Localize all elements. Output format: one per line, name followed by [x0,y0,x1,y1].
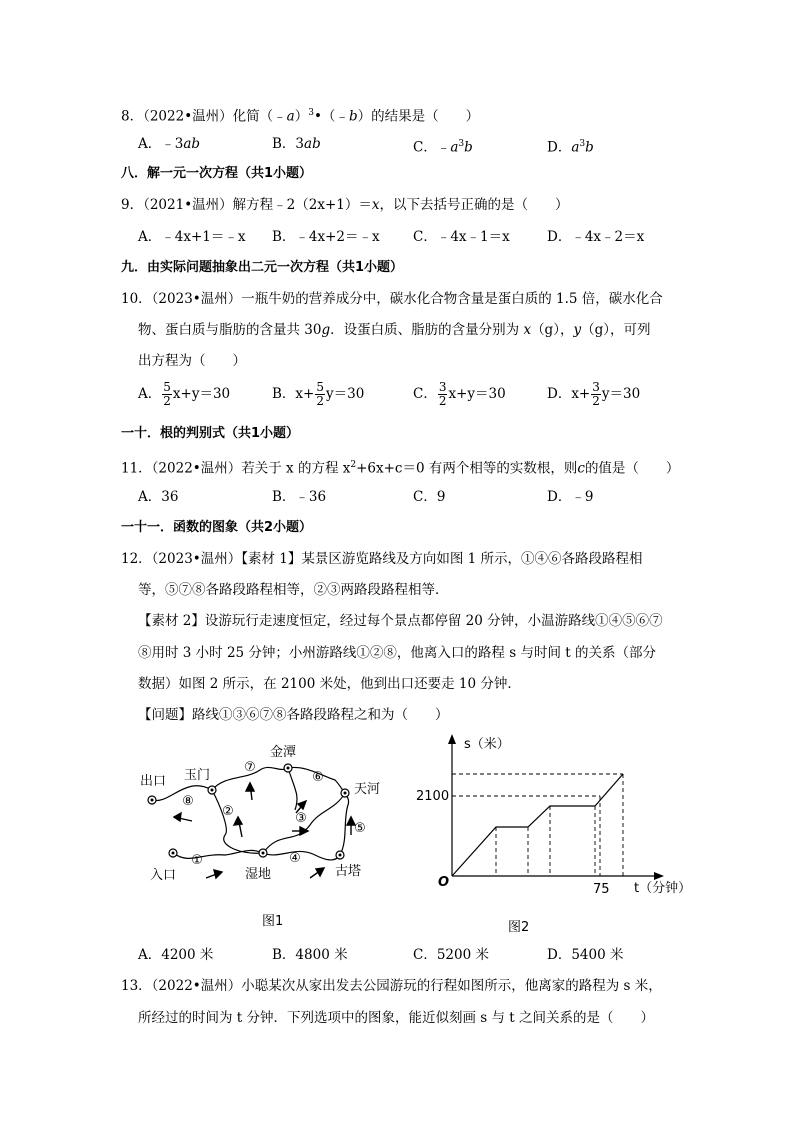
road-label-5: ⑤ [354,821,366,836]
section-heading: 一十．根的判别式（共1小题） [121,426,300,441]
q10-line2: 物、蛋白质与脂肪的含量共 30g．设蛋白质、脂肪的含量分别为 x（g），y（g），可列 [138,322,651,338]
place-jintan: 金潭 [270,745,297,760]
x-tick-75: 75 [593,882,610,897]
figure-1-route-map [130,735,400,935]
y-tick-2100: 2100 [416,789,450,804]
q8-option-b: B．3ab [272,136,321,152]
place-shidi: 湿地 [245,867,272,882]
q8-option-a: A．﹣3ab [138,136,201,152]
q8-option-d: D．$a^3b$ [547,139,594,156]
section-heading: 八．解一元一次方程（共1小题） [121,166,313,181]
q13-line2: 所经过的时间为 t 分钟．下列选项中的图象，能近似刻画 s 与 t 之间关系的是（ ） [138,1010,655,1026]
figure-2-caption: 图2 [508,920,530,935]
q11-option-c: C．9 [413,489,446,505]
y-axis-label: s（米） [464,737,510,752]
road-label-1: ① [191,853,203,868]
figure-2-graph [410,730,710,940]
q10-option-b: B．x+ $\frac{5}{2}$ y＝30 [272,380,365,408]
road-branch-path [288,768,297,810]
q9-option-c: C．﹣4x﹣1＝x [413,229,510,245]
place-exit: 出口 [140,774,167,789]
q12-option-b: B．4800 米 [272,947,348,963]
q13-line1: 13．（2022•温州）小聪某次从家出发去公园游玩的行程如图所示，他离家的路程为 s 米， [121,978,662,994]
road-label-3: ③ [295,811,307,826]
section-heading: 九．由实际问题抽象出二元一次方程（共1小题） [121,260,404,275]
q10-line1: 10．（2023•温州）一瓶牛奶的营养成分中，碳水化合物含量是蛋白质的 1.5 倍，碳水化合 [121,291,663,307]
road-label-2: ② [222,804,234,819]
q10-option-d: D．x+ $\frac{3}{2}$ y＝30 [547,380,641,408]
figure-1-caption: 图1 [262,914,284,929]
origin-label: O [438,875,450,890]
q10-option-c: C． $\frac{3}{2}$ x+y＝30 [413,380,506,408]
q12-line6: 【问题】路线①③⑥⑦⑧各路段路程之和为（ ） [138,707,449,723]
s-t-graph-line [452,774,623,876]
q12-option-d: D．5400 米 [547,947,624,963]
q10-line3: 出方程为（ ） [138,353,246,369]
q11-option-b: B．﹣36 [272,489,327,505]
section-heading: 一十一．函数的图象（共2小题） [121,520,313,535]
road-label-8: ⑧ [182,794,194,809]
q12-line2: 等，⑤⑦⑧各路段路程相等，②③两路段路程相等． [138,582,449,598]
q8-option-c: C．$﹣a^3b$ [413,139,473,156]
road-label-6: ⑥ [312,770,324,785]
x-axis-arrow [654,872,664,880]
road-label-7: ⑦ [244,760,256,775]
place-entrance: 入口 [150,868,177,883]
place-tianhe: 天河 [354,782,381,797]
q9-option-d: D．﹣4x﹣2＝x [547,229,645,245]
q9-stem: 9．（2021•温州）解方程﹣2（2x+1）＝x，以下去括号正确的是（ ） [121,197,569,213]
q9-option-b: B．﹣4x+2＝﹣x [272,229,380,245]
place-yumen: 玉门 [184,768,211,783]
q12-option-a: A．4200 米 [138,947,214,963]
y-axis-arrow [448,734,456,744]
q12-line3: 【素材 2】设游玩行走速度恒定，经过每个景点都停留 20 分钟，小温游路线①④⑤⑥⑦ [138,613,663,629]
q12-line1: 12．（2023•温州）【素材 1】某景区游览路线及方向如图 1 所示，①④⑥各路段路程相 [121,551,643,567]
q11-option-a: A．36 [138,489,179,505]
q10-option-a: A． $\frac{5}{2}$ x+y＝30 [138,380,231,408]
q12-line4: ⑧用时 3 小时 25 分钟；小州游路线①②⑧，他离入口的路程 s 与时间 t 的关系（部分 [138,645,656,661]
x-axis-label: t（分钟） [634,881,692,896]
q9-option-a: A．﹣4x+1＝﹣x [138,229,246,245]
road-4-path [263,851,340,859]
q12-option-c: C．5200 米 [413,947,489,963]
q11-option-d: D．﹣9 [547,489,594,505]
place-guta: 古塔 [335,864,362,879]
road-label-4: ④ [289,851,301,866]
q12-line5: 数据）如图 2 所示，在 2100 米处，他到出口还要走 10 分钟． [138,676,521,692]
road-1-path [173,850,263,858]
q11-stem: 11．（2022•温州）若关于 x 的方程 $x^2+6x+c=0$ 有两个相等的实数根，则c的值是（ ） [121,460,680,477]
q8-stem: 8．（2022•温州）化简（﹣a）$^3$•（﹣b）的结果是（ ） [121,108,480,125]
